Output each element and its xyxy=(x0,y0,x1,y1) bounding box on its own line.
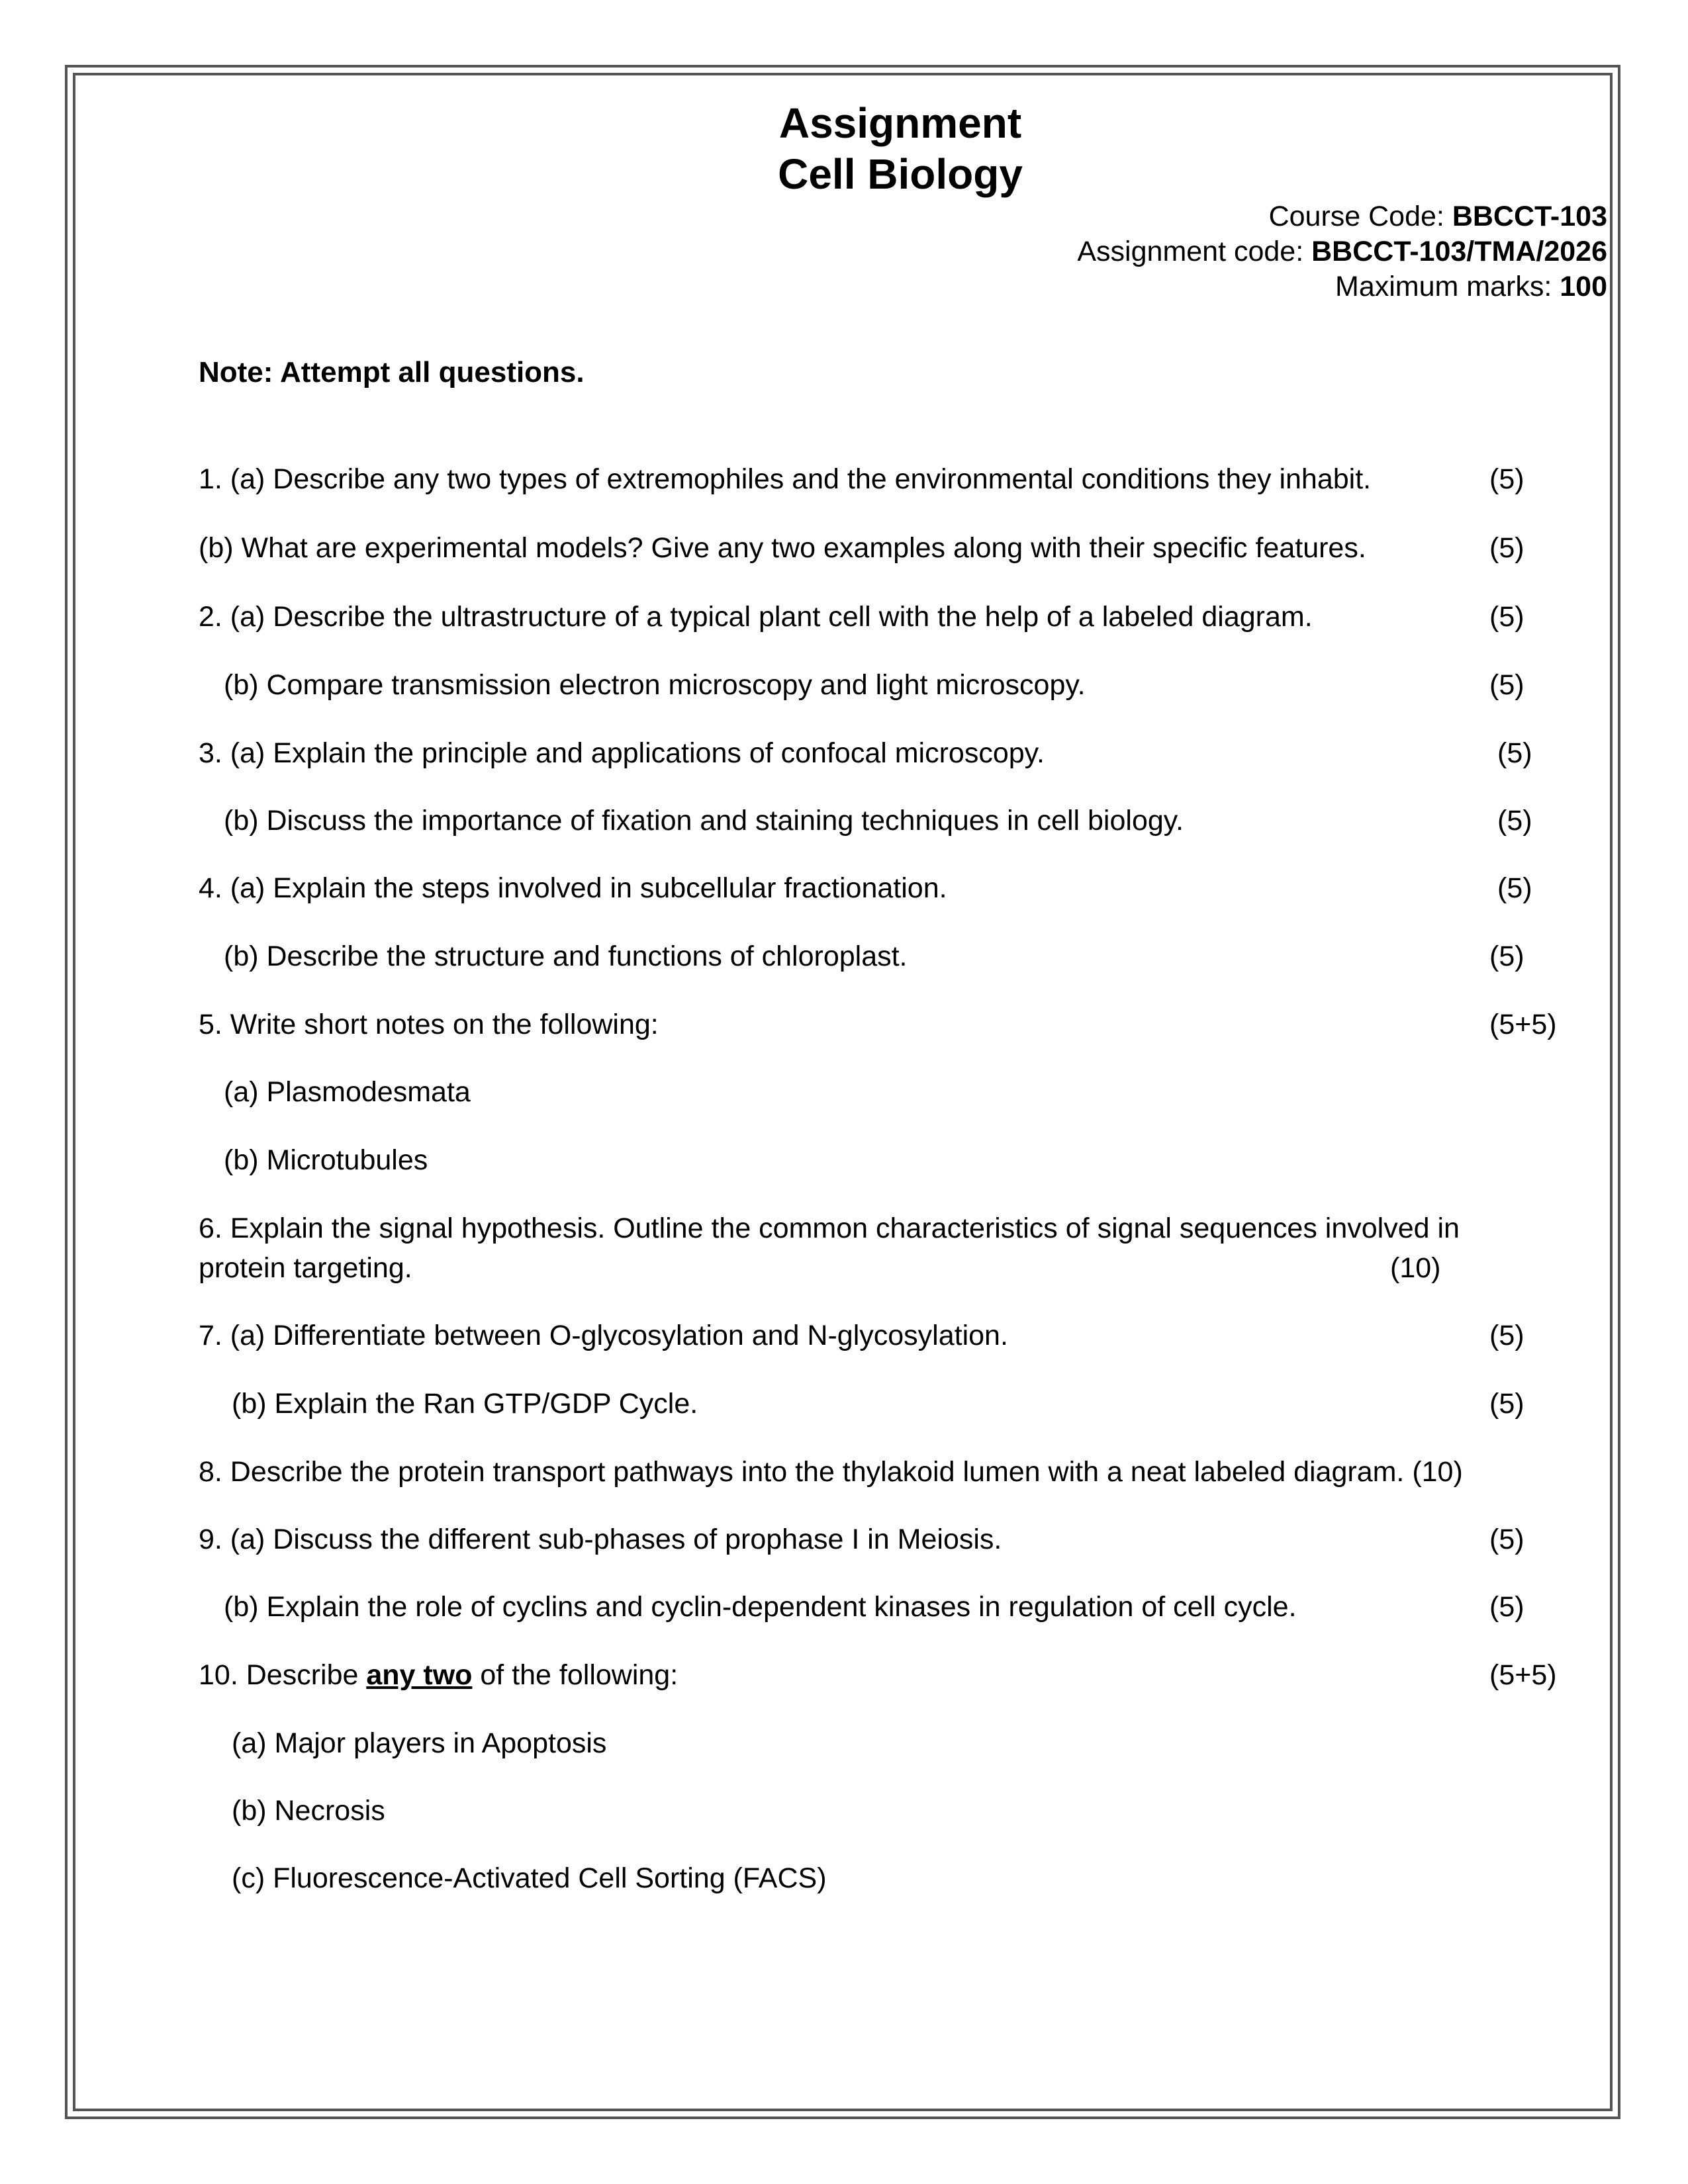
marks-5: (5+5) xyxy=(1489,1009,1557,1040)
marks-1b: (5) xyxy=(1489,532,1524,564)
marks-9b: (5) xyxy=(1489,1591,1524,1623)
marks-7a: (5) xyxy=(1489,1320,1524,1351)
marks-10: (5+5) xyxy=(1489,1659,1557,1691)
marks-3b: (5) xyxy=(1497,805,1532,837)
assignment-title: Assignment xyxy=(778,99,1022,147)
question-2a: 2. (a) Describe the ultrastructure of a typical plant cell with the help of a labeled diagram. xyxy=(199,601,1313,633)
subject-title: Cell Biology xyxy=(778,150,1023,198)
assignment-code-label: Assignment code: xyxy=(1077,236,1312,267)
marks-7b: (5) xyxy=(1489,1388,1524,1420)
question-10a: (a) Major players in Apoptosis xyxy=(232,1727,607,1759)
question-6-line1: 6. Explain the signal hypothesis. Outline the common characteristics of signal sequences involved in xyxy=(199,1212,1460,1244)
course-code-value: BBCCT-103 xyxy=(1452,201,1607,232)
course-code xyxy=(1269,199,1607,234)
question-10-suffix: of the following: xyxy=(472,1659,679,1691)
marks-4b: (5) xyxy=(1489,940,1524,972)
question-4b: (b) Describe the structure and functions of chloroplast. xyxy=(224,940,908,972)
question-3b: (b) Discuss the importance of fixation and staining techniques in cell biology. xyxy=(224,805,1184,837)
question-10b: (b) Necrosis xyxy=(232,1795,385,1827)
question-10-prefix: 10. Describe xyxy=(199,1659,367,1691)
question-5: 5. Write short notes on the following: xyxy=(199,1009,659,1040)
maximum-marks xyxy=(1335,269,1607,304)
max-marks-value: 100 xyxy=(1560,271,1607,302)
question-5b: (b) Microtubules xyxy=(224,1144,428,1176)
question-3a: 3. (a) Explain the principle and applications of confocal microscopy. xyxy=(199,737,1045,769)
question-2b: (b) Compare transmission electron microscopy and light microscopy. xyxy=(224,669,1086,701)
question-9a: 9. (a) Discuss the different sub-phases of prophase I in Meiosis. xyxy=(199,1524,1002,1555)
question-4a: 4. (a) Explain the steps involved in subcellular fractionation. xyxy=(199,872,947,904)
question-7b: (b) Explain the Ran GTP/GDP Cycle. xyxy=(232,1388,698,1420)
question-6-line2: protein targeting. xyxy=(199,1252,412,1284)
instructions-note: Note: Attempt all questions. xyxy=(199,356,585,388)
marks-1a: (5) xyxy=(1489,463,1524,495)
max-marks-label: Maximum marks: xyxy=(1335,271,1560,302)
question-8: 8. Describe the protein transport pathways into the thylakoid lumen with a neat labeled diagram. (10) xyxy=(199,1456,1463,1488)
marks-3a: (5) xyxy=(1497,737,1532,769)
question-1b: (b) What are experimental models? Give any two examples along with their specific features. xyxy=(199,532,1366,564)
marks-2a: (5) xyxy=(1489,601,1524,633)
question-10-emphasis: any two xyxy=(366,1659,473,1691)
assignment-code-value: BBCCT-103/TMA/2026 xyxy=(1311,236,1607,267)
marks-6: (10) xyxy=(1390,1252,1441,1284)
question-9b: (b) Explain the role of cyclins and cyclin-dependent kinases in regulation of cell cycle. xyxy=(224,1591,1297,1623)
question-10c: (c) Fluorescence-Activated Cell Sorting (FACS) xyxy=(232,1862,827,1894)
question-1a: 1. (a) Describe any two types of extremophiles and the environmental conditions they inhabit. xyxy=(199,463,1372,495)
marks-2b: (5) xyxy=(1489,669,1524,701)
assignment-code xyxy=(1077,234,1607,269)
course-code-label: Course Code: xyxy=(1268,201,1452,232)
question-10 xyxy=(199,1657,678,1694)
question-7a: 7. (a) Differentiate between O-glycosylation and N-glycosylation. xyxy=(199,1320,1008,1351)
marks-9a: (5) xyxy=(1489,1524,1524,1555)
question-5a: (a) Plasmodesmata xyxy=(224,1076,471,1108)
marks-4a: (5) xyxy=(1497,872,1532,904)
